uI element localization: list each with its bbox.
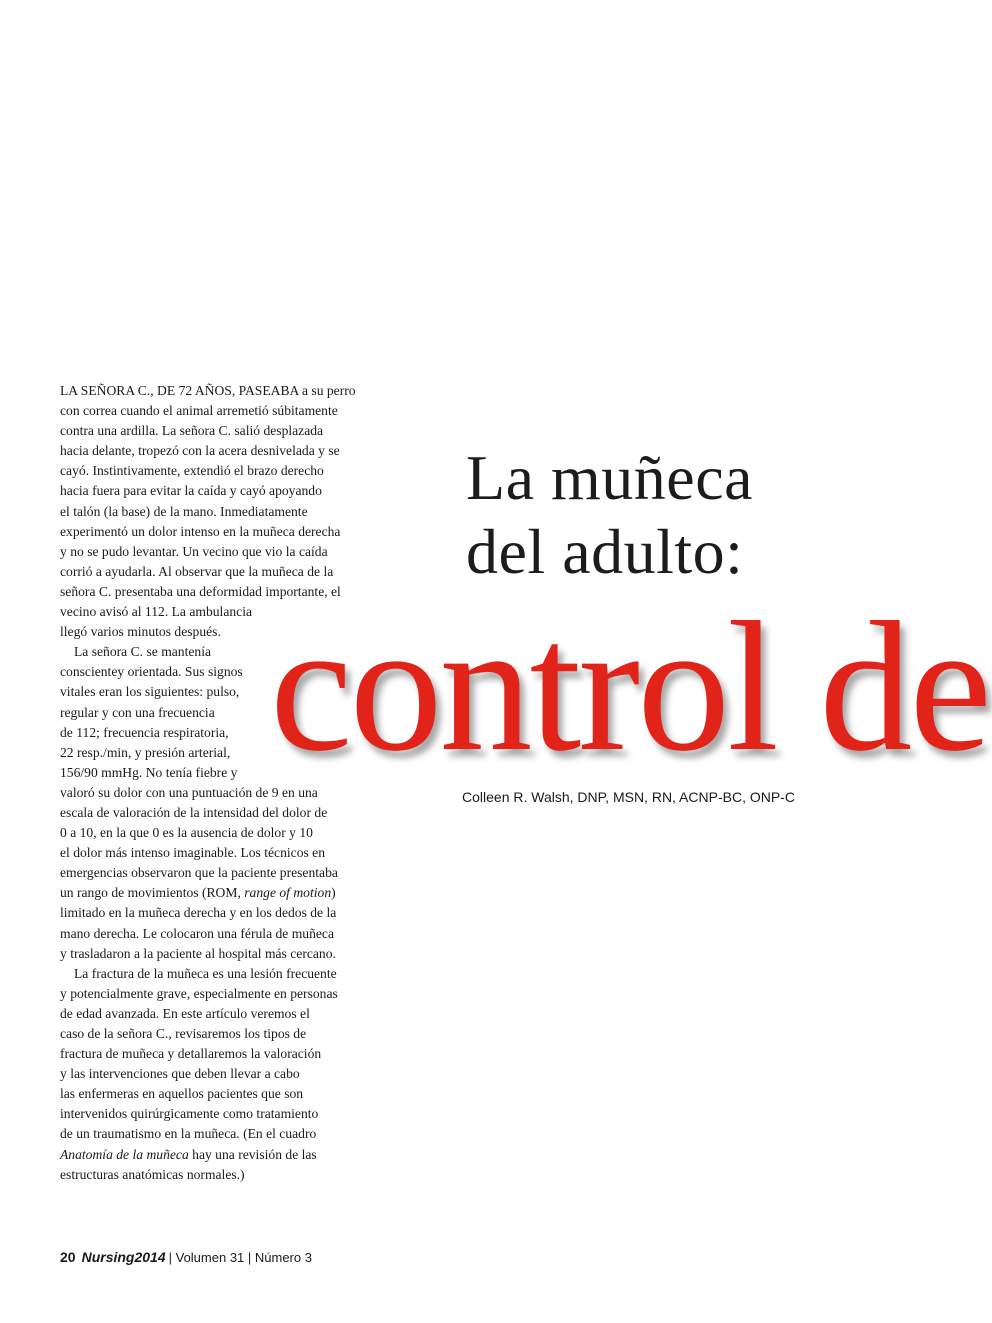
body-line-text: fractura de muñeca y detallaremos la valoración [60,1046,322,1062]
body-line-text: escala de valoración de la intensidad del dolor de [60,804,328,820]
body-line-text: señora C. presentaba una deformidad importante, el [60,583,341,599]
body-line-text: intervenidos quirúrgicamente como tratamiento [60,1106,319,1122]
body-line-text: 0 a 10, en la que 0 es la ausencia de dolor y 10 [60,825,313,841]
body-line [60,481,380,501]
body-line [60,1064,380,1084]
body-line-text: de un traumatismo en la muñeca. (En el cuadro [60,1126,317,1142]
body-line-text: regular y con una frecuencia [60,704,215,720]
body-line-text: cayó. Instintivamente, extendió el brazo derecho [60,463,324,479]
issue-info: | Volumen 31 | Número 3 [168,1250,312,1265]
body-line [60,984,380,1004]
body-line [60,542,380,562]
body-line-text: limitado en la muñeca derecha y en los dedos de la [60,905,337,921]
magazine-name: Nursing2014 [81,1249,166,1265]
body-line-text: vecino avisó al 112. La ambulancia [60,604,253,620]
body-line [60,823,380,843]
body-line-text: con correa cuando el animal arremetió súbitamente [60,403,338,419]
body-line [60,401,380,421]
body-line-text-after: ) [331,885,336,901]
body-line [60,1004,380,1024]
body-line [60,1145,380,1165]
body-line [60,944,380,964]
body-line [60,1084,380,1104]
body-line [60,522,380,542]
body-line [60,441,380,461]
body-line-text: La fractura de la muñeca es una lesión frecuente [74,965,337,981]
body-line-text: las enfermeras en aquellos pacientes que son [60,1086,304,1102]
body-line-text: corrió a ayudarla. Al observar que la muñeca de la [60,563,334,579]
body-line-text: hacia delante, tropezó con la acera desnivelada y se [60,443,340,459]
body-line [60,1044,380,1064]
article-title-line-2: del adulto: [466,516,744,587]
body-line-text: y trasladaron a la paciente al hospital más cercano. [60,945,336,961]
body-line-text: La señora C. se mantenía [74,644,212,660]
body-line-text: el talón (la base) de la mano. Inmediatamente [60,503,308,519]
body-line-text: de 112; frecuencia respiratoria, [60,724,229,740]
body-line [60,883,380,903]
page-number: 20 [60,1249,76,1265]
body-line-text: un rango de movimientos (ROM, [60,885,245,901]
body-line-text: LA SEÑORA C., DE 72 AÑOS, PASEABA a su perro [60,383,356,398]
body-line-text: llegó varios minutos después. [60,624,221,640]
body-line [60,843,380,863]
body-line [60,381,380,401]
body-line-text: 22 resp./min, y presión arterial, [60,744,231,760]
body-line-text: experimentó un dolor intenso en la muñeca derecha [60,523,341,539]
body-line-text: y potencialmente grave, especialmente en personas [60,985,338,1001]
page-footer [60,1249,312,1265]
body-line-text: mano derecha. Le colocaron una férula de muñeca [60,925,334,941]
body-line-text: estructuras anatómicas normales.) [60,1166,245,1182]
body-line-text: 156/90 mmHg. No tenía fiebre y [60,764,238,780]
body-line [60,924,380,944]
body-line-text-after: hay una revisión de las [188,1146,317,1162]
body-line-text: y las intervenciones que deben llevar a cabo [60,1066,300,1082]
body-line-text: emergencias observaron que la paciente presentaba [60,865,338,881]
article-title-highlight: control de [270,584,989,790]
body-line [60,421,380,441]
body-line-text: valoró su dolor con una puntuación de 9 en una [60,784,318,800]
body-line [60,903,380,923]
body-line-emphasis: Anatomía de la muñeca [60,1146,189,1162]
body-line [60,502,380,522]
body-line-text: conscientey orientada. Sus signos [60,664,243,680]
body-line [60,964,380,984]
body-line-text: el dolor más intenso imaginable. Los técnicos en [60,845,326,861]
body-line [60,1104,380,1124]
body-line-text: hacia fuera para evitar la caída y cayó apoyando [60,483,322,499]
body-line-text: de edad avanzada. En este artículo veremos el [60,1005,310,1021]
body-line-emphasis: range of motion [244,885,332,901]
article-title-line-1: La muñeca [466,442,753,513]
body-line-text: vitales eran los siguientes: pulso, [60,684,240,700]
body-line [60,803,380,823]
body-line [60,1024,380,1044]
body-line [60,461,380,481]
body-line [60,1124,380,1144]
body-line-text: caso de la señora C., revisaremos los tipos de [60,1026,307,1041]
body-line [60,863,380,883]
body-line-text: y no se pudo levantar. Un vecino que vio la caída [60,543,328,559]
author-byline: Colleen R. Walsh, DNP, MSN, RN, ACNP-BC, ONP-C [462,789,795,805]
body-line [60,562,380,582]
body-line [60,1165,380,1185]
body-line-text: contra una ardilla. La señora C. salió desplazada [60,423,324,439]
